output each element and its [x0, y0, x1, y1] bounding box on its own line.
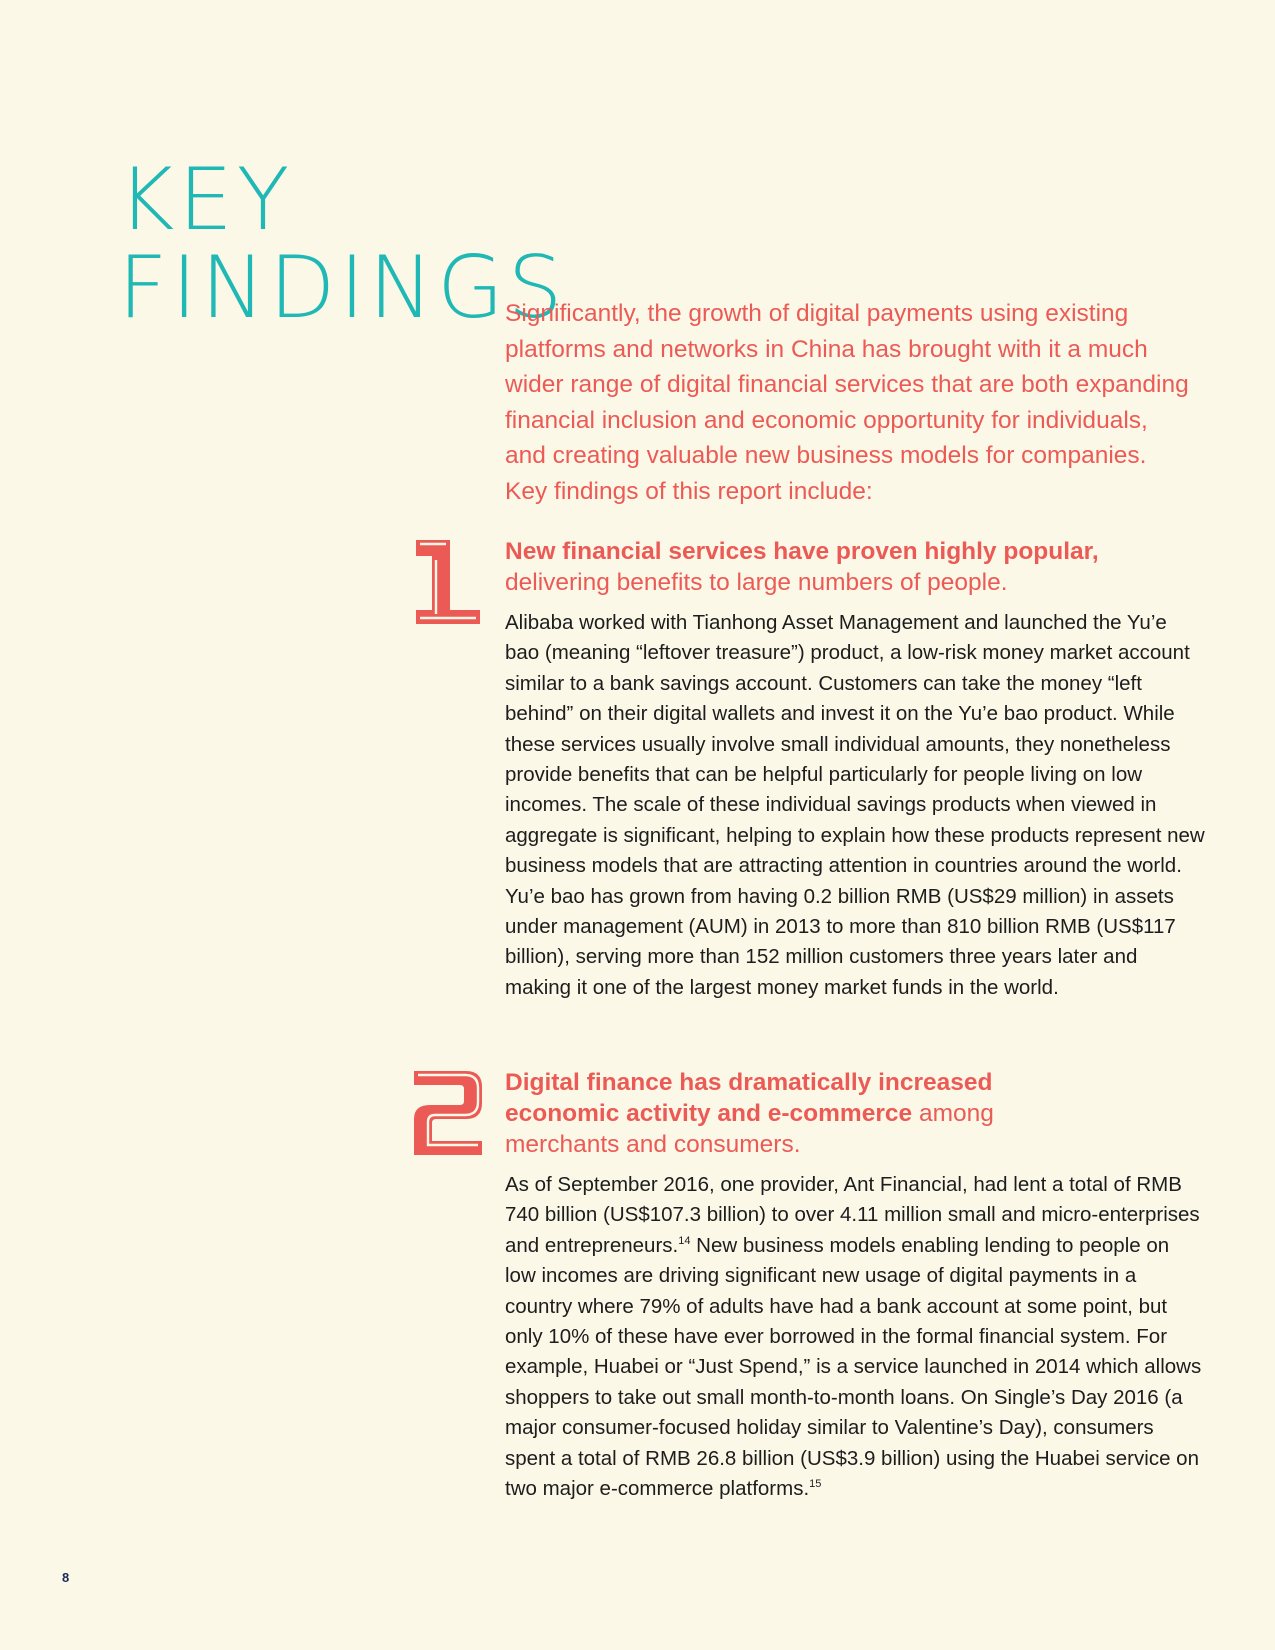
finding-2-heading [505, 1067, 1210, 1160]
finding-2-heading-line-3: merchants and consumers. [505, 1131, 801, 1158]
finding-2-heading-bold: economic activity and e-commerce [505, 1100, 913, 1127]
page-number: 8 [62, 1570, 70, 1585]
finding-number-1 [410, 536, 490, 628]
page-title [118, 149, 567, 338]
finding-2-body-part-1: As of September 2016, one provider, Ant Financial, had lent a total of RMB 740 billion (US$107.3 billion) to over 4.11 million small and micro-enterprises and entrepreneurs. [505, 1173, 1200, 1257]
finding-2-heading-line-1: Digital finance has dramatically increased [505, 1069, 993, 1096]
finding-1-heading-line-2: delivering benefits to large numbers of people. [505, 569, 1008, 596]
finding-number-2 [410, 1067, 490, 1159]
finding-1-body: Alibaba worked with Tianhong Asset Management and launched the Yu’e bao (meaning “leftover treasure”) product, a low-risk money market account similar to a bank savings account. Customers can take the money “left behind” on their digital wallets and invest it on the Yu’e bao product. While these services usually involve small individual amounts, they nonetheless provide benefits that can be helpful particularly for people living on low incomes. The scale of these individual savings products when viewed in aggregate is significant, helping to explain how these products represent new business models that are attracting attention in countries around the world. Yu’e bao has grown from having 0.2 billion RMB (US$29 million) in assets under management (AUM) in 2013 to more than 810 billion RMB (US$117 billion), serving more than 152 million customers three years later and making it one of the largest money market funds in the world. [505, 611, 1205, 999]
finding-2 [410, 1067, 1210, 1504]
finding-2-body [505, 1170, 1205, 1504]
finding-1-heading [505, 536, 1210, 598]
footnote-14: 14 [678, 1234, 691, 1247]
intro-paragraph: Significantly, the growth of digital payments using existing platforms and networks in China has brought with it a much wider range of digital financial services that are both expanding financial inclusion and economic opportunity for individuals, and creating valuable new business models for companies. Key findings of this report include: [505, 300, 1189, 505]
number-one-glyph [410, 536, 490, 628]
finding-1-heading-line-1: New financial services have proven highly popular, [505, 538, 1099, 565]
title-line-1: KEY [118, 149, 294, 250]
number-two-glyph [410, 1067, 490, 1159]
title-line-2: FINDINGS [118, 237, 567, 338]
finding-2-heading-line-2 [505, 1098, 1210, 1129]
finding-1 [410, 536, 1210, 1003]
finding-2-heading-light: among [912, 1100, 994, 1127]
finding-2-body-part-2: New business models enabling lending to people on low incomes are driving significant new usage of digital payments in a country where 79% of adults have had a bank account at some point, but only 10% of these have ever borrowed in the formal financial system. For example, Huabei or “Just Spend,” is a service launched in 2014 which allows shoppers to take out small month-to-month loans. On Single’s Day 2016 (a major consumer-focused holiday similar to Valentine’s Day), consumers spent a total of RMB 26.8 billion (US$3.9 billion) using the Huabei service on two major e-commerce platforms. [505, 1233, 1202, 1501]
footnote-15: 15 [809, 1478, 822, 1491]
